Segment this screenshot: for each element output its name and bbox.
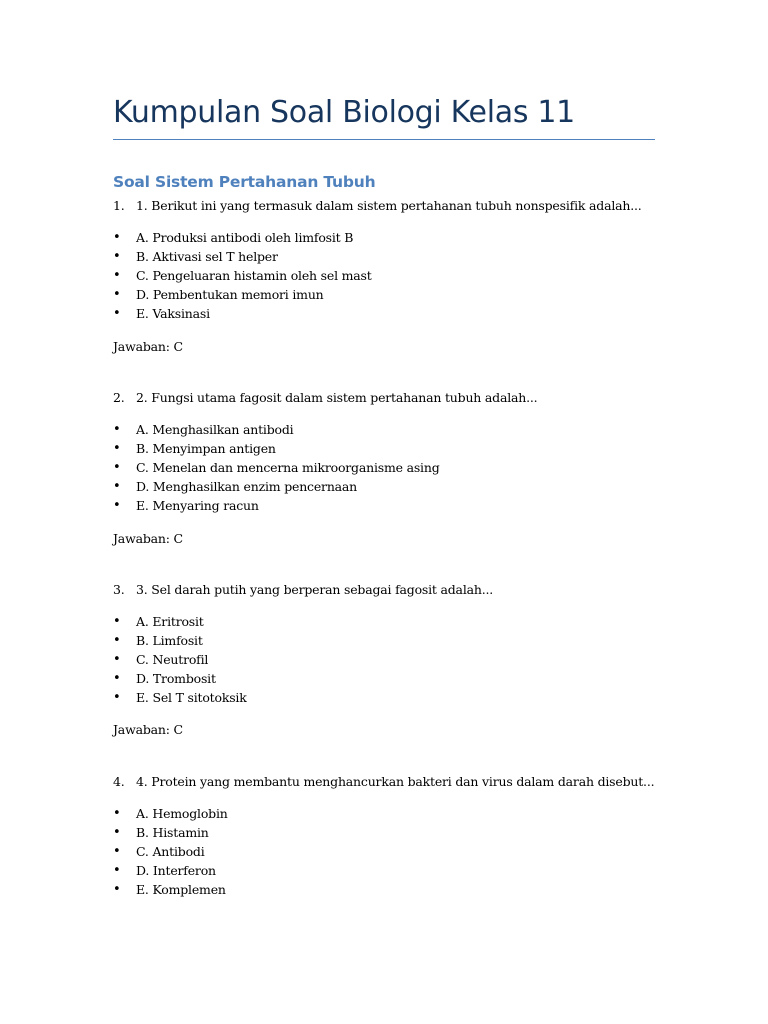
option-text: C. Neutrofil	[136, 652, 209, 667]
title-underline-rule	[113, 139, 655, 140]
option-text: B. Aktivasi sel T helper	[136, 249, 278, 264]
option-text: E. Menyaring racun	[136, 498, 259, 513]
question-3	[113, 582, 493, 598]
bullet-icon: •	[113, 844, 121, 859]
bullet-icon: •	[113, 614, 121, 629]
question-number: 2.	[113, 390, 125, 405]
bullet-icon: •	[113, 460, 121, 475]
option-text: D. Menghasilkan enzim pencernaan	[136, 479, 358, 494]
question-number: 1.	[113, 198, 125, 213]
bullet-icon: •	[113, 498, 121, 513]
bullet-icon: •	[113, 671, 121, 686]
option-text: C. Pengeluaran histamin oleh sel mast	[136, 268, 372, 283]
bullet-icon: •	[113, 882, 121, 897]
question-text: 1. Berikut ini yang termasuk dalam sistem pertahanan tubuh nonspesifik adalah...	[136, 198, 642, 213]
question-number: 3.	[113, 582, 125, 597]
option-text: E. Sel T sitotoksik	[136, 690, 247, 705]
bullet-icon: •	[113, 690, 121, 705]
answer-text: Jawaban: C	[113, 722, 183, 737]
bullet-icon: •	[113, 287, 121, 302]
option-text: B. Limfosit	[136, 633, 203, 648]
question-text: 3. Sel darah putih yang berperan sebagai fagosit adalah...	[136, 582, 494, 597]
option-text: D. Interferon	[136, 863, 216, 878]
bullet-icon: •	[113, 806, 121, 821]
option-text: A. Produksi antibodi oleh limfosit B	[136, 230, 354, 245]
bullet-icon: •	[113, 479, 121, 494]
bullet-icon: •	[113, 863, 121, 878]
option-text: B. Menyimpan antigen	[136, 441, 276, 456]
bullet-icon: •	[113, 633, 121, 648]
bullet-icon: •	[113, 249, 121, 264]
option-text: A. Menghasilkan antibodi	[136, 422, 294, 437]
bullet-icon: •	[113, 268, 121, 283]
question-text: 4. Protein yang membantu menghancurkan bakteri dan virus dalam darah disebut...	[136, 774, 655, 789]
answer-text: Jawaban: C	[113, 339, 183, 354]
option-text: E. Komplemen	[136, 882, 226, 897]
answer-text: Jawaban: C	[113, 531, 183, 546]
bullet-icon: •	[113, 825, 121, 840]
question-number: 4.	[113, 774, 125, 789]
option-text: B. Histamin	[136, 825, 209, 840]
option-text: E. Vaksinasi	[136, 306, 210, 321]
question-2	[113, 390, 537, 406]
bullet-icon: •	[113, 306, 121, 321]
bullet-icon: •	[113, 441, 121, 456]
section-heading: Soal Sistem Pertahanan Tubuh	[113, 173, 376, 191]
bullet-icon: •	[113, 652, 121, 667]
option-text: D. Pembentukan memori imun	[136, 287, 324, 302]
option-text: A. Hemoglobin	[136, 806, 228, 821]
option-text: C. Menelan dan mencerna mikroorganisme asing	[136, 460, 440, 475]
option-text: C. Antibodi	[136, 844, 205, 859]
question-1	[113, 198, 642, 214]
document-title: Kumpulan Soal Biologi Kelas 11	[113, 95, 575, 130]
bullet-icon: •	[113, 230, 121, 245]
bullet-icon: •	[113, 422, 121, 437]
question-4	[113, 774, 654, 790]
question-text: 2. Fungsi utama fagosit dalam sistem pertahanan tubuh adalah...	[136, 390, 538, 405]
option-text: D. Trombosit	[136, 671, 216, 686]
option-text: A. Eritrosit	[136, 614, 204, 629]
